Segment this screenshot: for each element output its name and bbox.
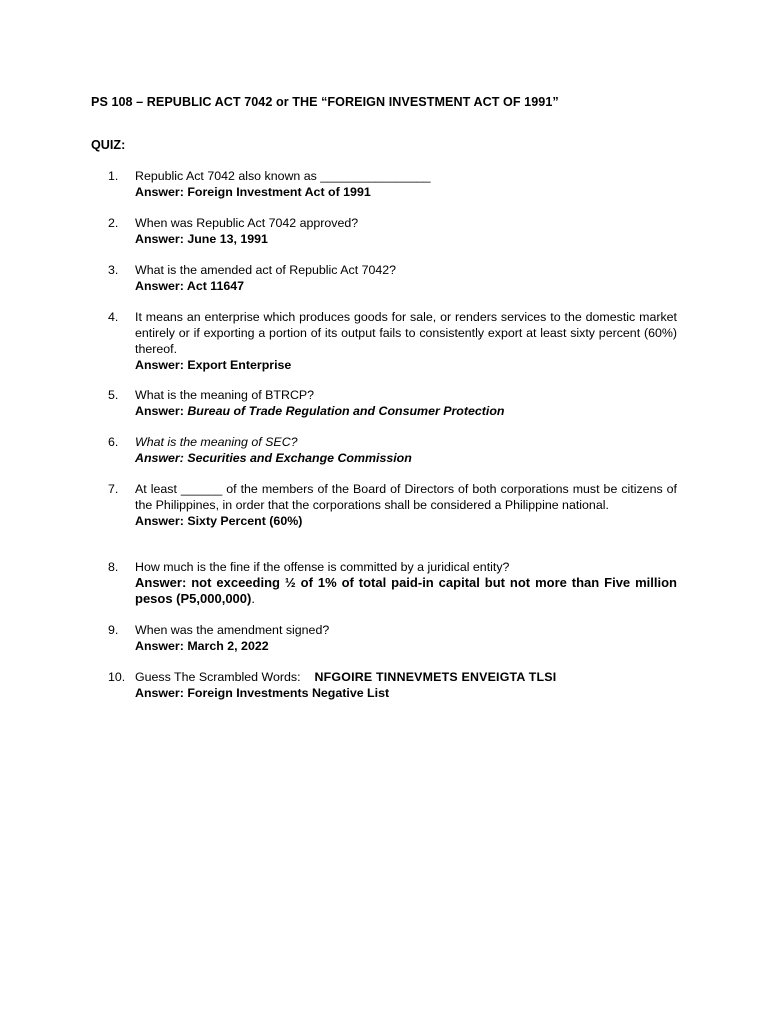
answer-line [135, 357, 677, 373]
question-prompt: Guess The Scrambled Words: [135, 670, 301, 684]
answer-prefix: Answer: [135, 279, 184, 293]
document-title: PS 108 – REPUBLIC ACT 7042 or THE “FOREIGN INVESTMENT ACT OF 1991” [91, 95, 559, 109]
answer-line [135, 403, 677, 419]
question-number: 8. [108, 560, 119, 574]
answer-prefix: Answer: [135, 686, 184, 700]
answer-value: Sixty Percent (60%) [187, 514, 303, 528]
answer-line [135, 685, 677, 701]
question-number: 1. [108, 169, 119, 183]
question-number: 9. [108, 623, 119, 637]
question-text: What is the meaning of SEC? [135, 435, 298, 449]
question-number: 5. [108, 388, 119, 402]
question-text: What is the meaning of BTRCP? [135, 388, 315, 402]
question-text: How much is the fine if the offense is committed by a juridical entity? [135, 560, 510, 574]
answer-value: Securities and Exchange Commission [187, 451, 412, 465]
answer-line [135, 231, 677, 247]
question-number: 2. [108, 216, 119, 230]
question-text [135, 669, 677, 685]
question-text: It means an enterprise which produces goods for sale, or renders services to the domestic market entirely or if exporting a portion of its output fails to consistently export at least sixty percent (60%) thereof. [135, 310, 677, 356]
answer-prefix: Answer: [135, 639, 184, 653]
question-text: When was Republic Act 7042 approved? [135, 216, 359, 230]
answer-prefix: Answer: [135, 514, 184, 528]
question-text: When was the amendment signed? [135, 623, 330, 637]
answer-prefix: Answer: [135, 185, 184, 199]
scrambled-words: NFGOIRE TINNEVMETS ENVEIGTA TLSI [314, 670, 557, 684]
answer-value: June 13, 1991 [187, 232, 268, 246]
answer-value: Foreign Investments Negative List [187, 686, 390, 700]
answer-value: Bureau of Trade Regulation and Consumer Protection [187, 404, 505, 418]
question-text: What is the amended act of Republic Act 7042? [135, 263, 397, 277]
answer-value: March 2, 2022 [187, 639, 269, 653]
question-text: At least ______ of the members of the Board of Directors of both corporations must be citizens of the Philippines, in order that the corporations shall be considered a Philippine national. [135, 482, 677, 512]
quiz-heading: QUIZ: [91, 138, 126, 152]
question-number: 3. [108, 263, 119, 277]
answer-prefix: Answer: [135, 404, 184, 418]
question-text: Republic Act 7042 also known as ________________ [135, 169, 431, 183]
answer-value: Export Enterprise [187, 358, 292, 372]
answer-line [135, 450, 677, 466]
answer-line [135, 575, 677, 607]
question-number: 7. [108, 482, 119, 496]
answer-prefix: Answer: [135, 575, 187, 590]
answer-value: Act 11647 [186, 279, 245, 293]
question-number: 4. [108, 310, 119, 324]
answer-line [135, 638, 677, 654]
answer-prefix: Answer: [135, 232, 184, 246]
answer-value: not exceeding ½ of 1% of total paid-in capital but not more than Five million pesos (P5,000,000) [135, 575, 677, 606]
question-number: 10. [108, 670, 126, 684]
answer-value: Foreign Investment Act of 1991 [187, 185, 371, 199]
answer-prefix: Answer: [135, 451, 184, 465]
question-number: 6. [108, 435, 119, 449]
answer-period: . [251, 591, 255, 606]
answer-line [135, 513, 677, 529]
answer-line [135, 184, 677, 200]
answer-line [135, 278, 677, 294]
answer-prefix: Answer: [135, 358, 184, 372]
